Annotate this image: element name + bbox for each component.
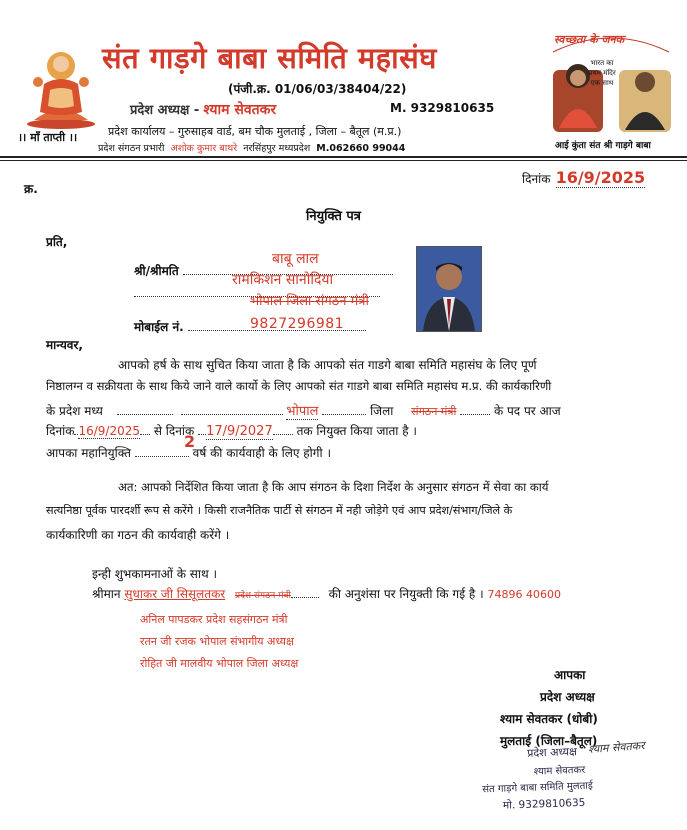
para2-line1: अत: आपको निर्देशित किया जाता है कि आप संगठन के दिशा निर्देश के अनुसार संगठन में सेवा का कार्य <box>118 480 549 494</box>
cc-item-2: रतन जी रजक भोपाल संभागीय अध्यक्ष <box>140 635 294 648</box>
from-label: दिनांक <box>46 424 75 438</box>
signatory-post: प्रदेश अध्यक्ष <box>540 690 595 704</box>
para2-line2: सत्यनिष्ठा पूर्वक पारदर्शी रूप से करेंगे । किसी राजनैतिक पार्टी से संगठन में नही जोड़ेगे एवं आप प्रदेश/संभाग/जिले के <box>46 504 513 517</box>
to-date-label: से दिनांक <box>153 424 195 438</box>
date-value: 16/9/2025 <box>555 168 646 187</box>
para1-line3-b: जिला <box>370 404 394 418</box>
president-name: श्याम सेवतकर <box>203 102 277 118</box>
recommend-text: की अनुशंसा पर नियुक्ती कि गई है । <box>328 587 484 601</box>
incharge-place: नरसिंहपुर मध्यप्रदेश <box>243 143 311 154</box>
header-divider-thin <box>0 160 687 161</box>
president-label: प्रदेश अध्यक्ष - <box>130 103 200 118</box>
from-date: 16/9/2025 <box>78 424 140 438</box>
term-years: 2 <box>184 432 196 451</box>
stamp <box>472 730 685 827</box>
recommender-phone: 74896 40600 <box>487 588 561 601</box>
signatory-place: मुलताई (जिला–बैतूल) <box>500 734 598 748</box>
emblem-arc-text: स्वच्छता के जनक <box>554 33 625 46</box>
para1-line3 <box>46 401 561 419</box>
para1-line3-a: के प्रदेश मध्य <box>46 404 103 418</box>
deity-logo <box>22 40 100 130</box>
para1-line2: निष्ठालग्न व सक्रीयता के साथ किये जाने वाले कार्यो के लिए आपको संत गाडगे बाबा समिति महासंघ म.प्र. की कार्यकारिणी <box>46 379 552 393</box>
president-row <box>130 100 276 119</box>
signatory-name: श्याम सेवतकर (धोबी) <box>500 712 598 726</box>
stamp-line-2: श्याम सेवतकर <box>533 764 586 778</box>
recommender-post: प्रदेश संगठन मंत्री <box>235 591 291 601</box>
para1-post: संगठन मंत्री <box>411 405 457 418</box>
cc-item-3: रोहित जी मालवीय भोपाल जिला अध्यक्ष <box>140 657 299 670</box>
to-date: 17/9/2027 <box>206 424 273 439</box>
incharge-mobile: M.062660 99044 <box>316 143 406 154</box>
wishes: इन्ही शुभकामनाओं के साथ । <box>92 567 217 581</box>
letter-heading: नियुक्ति पत्र <box>306 209 361 224</box>
para1-place: भोपाल <box>286 404 319 419</box>
left-caption: ।। माँ ताप्ती ।। <box>18 131 78 144</box>
incharge-name: अशोक कुमार बाथरे <box>170 143 238 154</box>
name-value-2: रामकिशन सानोदिया <box>232 272 334 288</box>
period-row <box>46 422 417 439</box>
emblem-caption: आई कुंता संत श्री गाड़गे बाबा <box>555 141 651 151</box>
para1-line3-c: के पद पर आज <box>493 404 561 418</box>
header-divider <box>0 156 687 158</box>
shriman-label: श्रीमान <box>92 587 121 601</box>
registration-number: (पंजी.क्र. 01/06/03/38404/22) <box>228 82 407 96</box>
office-address: प्रदेश कार्यालय – गुरुसाहब वार्ड, बम चौक मुलताई , जिला – बैतूल (म.प्र.) <box>108 125 402 138</box>
to-label: प्रति, <box>46 235 68 249</box>
org-title: संत गाड़गे बाबा समिति महासंघ <box>102 41 437 75</box>
term-label: आपका महानियुक्ति <box>46 446 131 460</box>
ref-label: क्र. <box>24 182 38 196</box>
incharge-row <box>98 141 405 154</box>
incharge-label: प्रदेश संगठन प्रभारी <box>98 143 165 154</box>
designation-value: भोपाल जिला संगठन मंत्री <box>250 294 369 309</box>
signature-scrawl: श्याम सेवतकर <box>587 739 646 756</box>
recommender-name: सुधाकर जी सिसूलतकर <box>124 587 226 601</box>
mobile-label: मोबाईल नं. <box>134 320 184 334</box>
term-text: वर्ष की कार्यवाही के लिए होगी । <box>192 446 331 460</box>
till-text: तक नियुक्त किया जाता है । <box>296 424 417 438</box>
stamp-line-4: मो. 9329810635 <box>502 796 586 812</box>
para1-line1: आपको हर्ष के साथ सुचित किया जाता है कि आपको संत गाडगे बाबा समिति महासंघ के लिए पूर्ण <box>118 358 537 372</box>
cc-item-1: अनिल पापडकर प्रदेश सहसंगठन मंत्री <box>140 613 288 626</box>
president-mobile: M. 9329810635 <box>390 101 495 115</box>
mobile-value: 9827296981 <box>250 316 345 332</box>
para2-line3: कार्यकारिणी का गठन की कार्यवाही करेंगे । <box>46 528 230 542</box>
appointee-photo <box>416 246 482 332</box>
recommendation-row <box>92 585 561 602</box>
date-block <box>522 168 645 187</box>
yours-label: आपका <box>554 668 586 682</box>
name-label: श्री/श्रीमति <box>134 264 179 278</box>
emblem-inner-text: भारत का प्रथम मंदिर एक साथ <box>588 59 616 87</box>
stamp-line-3: संत गाड़गे बाबा समिति मुलताई <box>482 780 594 796</box>
date-label: दिनांक <box>522 172 551 186</box>
salutation: मान्यवर, <box>46 338 83 352</box>
name-value: बाबू लाल <box>272 251 319 267</box>
stamp-line-1: प्रदेश अध्यक्ष <box>526 745 578 760</box>
